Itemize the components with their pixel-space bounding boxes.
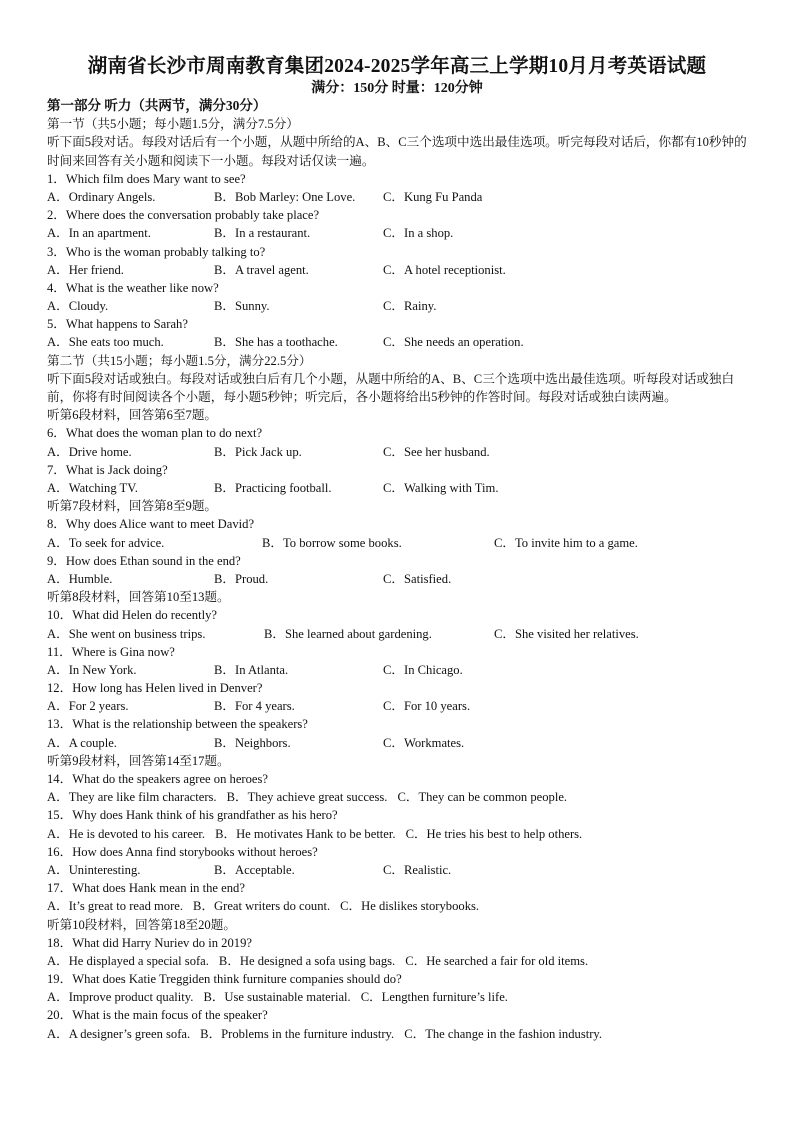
question-stem: 8．Why does Alice want to meet David? <box>47 517 255 532</box>
option-row <box>47 697 759 715</box>
option-a: A．Humble. <box>47 571 113 586</box>
option-b: B．They achieve great success. <box>226 790 388 805</box>
option-b: B．Acceptable. <box>214 862 295 877</box>
option-b: B．Problems in the furniture industry. <box>200 1026 395 1041</box>
option-c: C．The change in the fashion industry. <box>404 1026 603 1041</box>
option-c: C．A hotel receptionist. <box>383 262 506 277</box>
option-a: A．It’s great to read more. <box>47 899 184 914</box>
option-a: A．Watching TV. <box>47 481 138 495</box>
question-stem: 20．What is the main focus of the speaker? <box>47 1008 268 1023</box>
option-row <box>47 625 759 643</box>
option-a: A．A couple. <box>47 735 117 750</box>
question-stem: 17．What does Hank mean in the end? <box>47 881 245 896</box>
question-stem: 4．What is the weather like now? <box>47 280 219 295</box>
option-row <box>47 534 759 552</box>
option-a: A．They are like film characters. <box>47 790 217 805</box>
exam-subtitle: 满分：150分 时量：120分钟 <box>311 81 483 96</box>
material-note: 听第8段材料，回答第10至13题。 <box>47 590 230 605</box>
option-row <box>47 570 759 588</box>
material-note: 听第7段材料，回答第8至9题。 <box>47 499 218 514</box>
option-a: A．To seek for advice. <box>47 535 165 550</box>
question-stem: 19．What does Katie Treggiden think furniture companies should do? <box>47 972 402 987</box>
option-b: B．Bob Marley: One Love. <box>214 189 356 204</box>
option-c: C．To invite him to a game. <box>494 535 638 550</box>
option-c: C．For 10 years. <box>383 699 471 714</box>
option-row <box>47 952 759 970</box>
option-b: B．In Atlanta. <box>214 662 289 677</box>
option-a: A．He is devoted to his career. <box>47 826 206 841</box>
option-b: B．Sunny. <box>214 299 270 314</box>
option-c: C．Kung Fu Panda <box>383 189 483 204</box>
question-stem: 1．Which film does Mary want to see? <box>47 171 246 186</box>
option-row <box>47 825 759 843</box>
section-heading: 第一节（共5小题；每小题1.5分，满分7.5分） <box>47 117 299 132</box>
option-c: C．She needs an operation. <box>383 335 524 350</box>
option-b: B．She has a toothache. <box>214 335 338 350</box>
option-b: B．Pick Jack up. <box>214 444 302 459</box>
question-stem: 7．What is Jack doing? <box>47 462 168 477</box>
part-heading: 第一部分 听力（共两节，满分30分） <box>47 98 267 113</box>
option-b: B．To borrow some books. <box>262 535 402 550</box>
option-a: A．Uninteresting. <box>47 862 141 877</box>
option-a: A．For 2 years. <box>47 699 129 714</box>
option-b: B．Practicing football. <box>214 481 332 495</box>
option-b: B．Proud. <box>214 571 269 586</box>
exam-body <box>47 97 759 1043</box>
option-b: B．He motivates Hank to be better. <box>215 826 396 841</box>
option-row <box>47 988 759 1006</box>
question-stem: 16．How does Anna find storybooks without heroes? <box>47 844 318 859</box>
option-row <box>47 1025 759 1043</box>
option-row <box>47 333 759 351</box>
question-stem: 12．How long has Helen lived in Denver? <box>47 681 263 696</box>
option-row <box>47 734 759 752</box>
option-c: C．She visited her relatives. <box>494 626 639 641</box>
option-a: A．In New York. <box>47 662 137 677</box>
exam-title: 湖南省长沙市周南教育集团2024-2025学年高三上学期10月月考英语试题 <box>87 56 707 77</box>
option-a: A．Cloudy. <box>47 299 109 314</box>
option-row <box>47 188 759 206</box>
option-a: A．He displayed a special sofa. <box>47 953 209 968</box>
option-c: C．Rainy. <box>383 299 437 314</box>
option-c: C．In a shop. <box>383 226 454 241</box>
question-stem: 5．What happens to Sarah? <box>47 317 188 332</box>
option-b: B．Neighbors. <box>214 735 291 750</box>
section-instructions: 听下面5段对话或独白。每段对话或独白后有几个小题，从题中所给的A、B、C三个选项中选出最佳选项。听每段对话或独白前，你将有时间阅读各个小题，每小题5秒钟；听完后，各小题将给出5秒钟的作答时间。每段对话或独白读两遍。 <box>47 371 735 405</box>
section-heading: 第二节（共15小题；每小题1.5分，满分22.5分） <box>47 353 312 368</box>
option-a: A．Ordinary Angels. <box>47 189 156 204</box>
option-b: B．Use sustainable material. <box>203 990 351 1005</box>
option-c: C．Lengthen furniture’s life. <box>360 990 508 1005</box>
option-row <box>47 897 759 915</box>
option-row <box>47 788 759 806</box>
option-a: A．A designer’s green sofa. <box>47 1026 191 1041</box>
option-row <box>47 861 759 879</box>
option-a: A．Her friend. <box>47 262 124 277</box>
option-c: C．Workmates. <box>383 735 465 750</box>
section-instructions: 听下面5段对话。每段对话后有一个小题，从题中所给的A、B、C三个选项中选出最佳选项。听完每段对话后，你都有10秒钟的时间来回答有关小题和阅读下一小题。每段对话仅读一遍。 <box>47 135 747 168</box>
option-row <box>47 661 759 679</box>
option-c: C．He tries his best to help others. <box>405 826 583 841</box>
option-a: A．In an apartment. <box>47 226 151 241</box>
option-a: A．Drive home. <box>47 444 132 459</box>
option-b: B．For 4 years. <box>214 699 295 714</box>
option-c: C．See her husband. <box>383 444 490 459</box>
option-c: C．Satisfied. <box>383 571 452 586</box>
option-row <box>47 297 759 315</box>
option-a: A．Improve product quality. <box>47 990 194 1005</box>
question-stem: 13．What is the relationship between the speakers? <box>47 717 308 732</box>
question-stem: 3．Who is the woman probably talking to? <box>47 244 266 259</box>
option-row <box>47 224 759 242</box>
option-b: B．Great writers do count. <box>193 899 331 914</box>
option-a: A．She went on business trips. <box>47 626 206 641</box>
question-stem: 2．Where does the conversation probably take place? <box>47 208 320 223</box>
question-stem: 11．Where is Gina now? <box>47 644 175 659</box>
option-b: B．A travel agent. <box>214 262 309 277</box>
question-stem: 10．What did Helen do recently? <box>47 608 217 623</box>
material-note: 听第6段材料，回答第6至7题。 <box>47 408 218 423</box>
question-stem: 6．What does the woman plan to do next? <box>47 426 263 441</box>
option-c: C．He searched a fair for old items. <box>405 953 589 968</box>
option-c: C．They can be common people. <box>397 790 568 805</box>
option-row <box>47 479 759 497</box>
option-c: C．Walking with Tim. <box>383 481 499 495</box>
question-stem: 14．What do the speakers agree on heroes? <box>47 772 268 786</box>
option-c: C．Realistic. <box>383 862 452 877</box>
option-c: C．He dislikes storybooks. <box>340 899 480 914</box>
question-stem: 18．What did Harry Nuriev do in 2019? <box>47 935 252 950</box>
option-c: C．In Chicago. <box>383 662 463 677</box>
material-note: 听第9段材料，回答第14至17题。 <box>47 753 230 768</box>
option-a: A．She eats too much. <box>47 335 164 350</box>
option-b: B．She learned about gardening. <box>264 626 432 641</box>
option-row <box>47 443 759 461</box>
question-stem: 9．How does Ethan sound in the end? <box>47 553 241 568</box>
option-b: B．He designed a sofa using bags. <box>218 953 396 968</box>
material-note: 听第10段材料，回答第18至20题。 <box>47 917 236 932</box>
option-row <box>47 261 759 279</box>
question-stem: 15．Why does Hank think of his grandfather as his hero? <box>47 808 338 823</box>
option-b: B．In a restaurant. <box>214 226 311 241</box>
